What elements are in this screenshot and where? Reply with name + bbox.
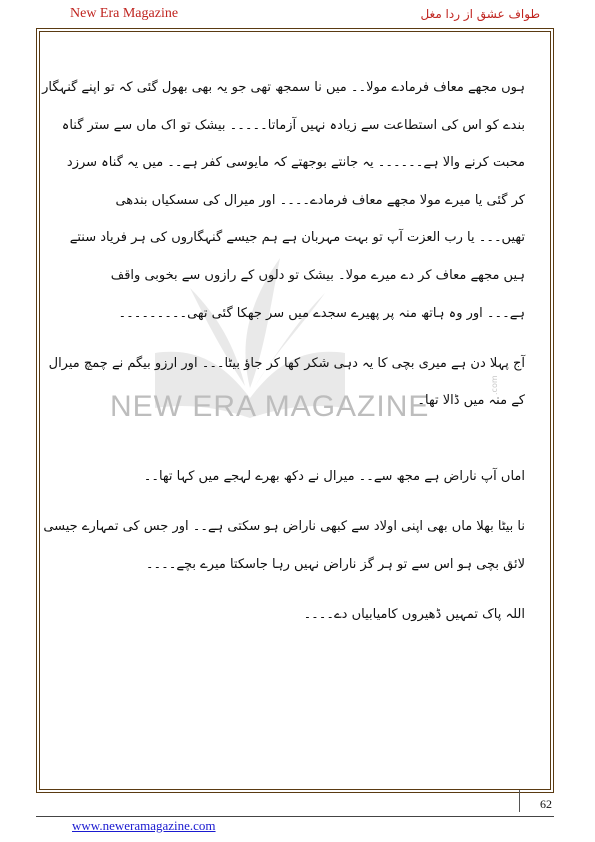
watermark-url: .com — [490, 375, 499, 395]
body-line: لائق بچی ہو اس سے تو ہر گز ناراض نہیں رہا جاسکتا میرے بچے۔۔۔۔ — [145, 557, 525, 572]
watermark-text: NEW ERA MAGAZINE — [110, 390, 430, 423]
body-line: ہے۔۔۔ اور وہ ہاتھ منہ پر پھیرے سجدے میں سر جھکا گئی تھی۔۔۔۔۔۔۔۔۔ — [118, 306, 525, 321]
magazine-name: New Era Magazine — [70, 6, 179, 21]
body-line: ہوں مجھے معاف فرمادے مولا۔۔ میں نا سمجھ تھی جو یہ بھی بھول گئی کہ تو اپنے گنہگار — [42, 80, 525, 95]
novel-title: طواف عشق از ردا مغل — [420, 7, 540, 21]
body-line: تھیں۔۔۔ یا رب العزت آپ تو بہت مہربان ہے ہم جیسے گنہگاروں کی ہر فریاد سنتے — [69, 230, 525, 245]
body-line: آج پہلا دن ہے میری بچی کا یہ دہی شکر کھا کر جاؤ بیٹا۔۔۔ اور ارزو بیگم نے چمچ میرال — [48, 356, 525, 371]
footer-divider — [36, 816, 554, 817]
body-line: کے منہ میں ڈالا تھا۔ — [417, 393, 525, 408]
body-line: نا بیٹا بھلا ماں بھی اپنی اولاد سے کبھی ناراض ہو سکتی ہے۔۔ اور جس کی تمہارے جیسی — [43, 519, 525, 534]
body-line: اللہ پاک تمہیں ڈھیروں کامیابیاں دے۔۔۔۔ — [303, 607, 525, 622]
page-number-box — [519, 790, 555, 812]
page-header — [70, 6, 540, 26]
body-line: اماں آپ ناراض ہے مجھ سے۔۔ میرال نے دکھ بھرے لہجے میں کہا تھا۔۔ — [143, 469, 525, 484]
body-line: بندے کو اس کی استطاعت سے زیادہ نہیں آزماتا۔۔۔۔۔ بیشک تو اک ماں سے ستر گناہ — [61, 118, 525, 133]
page-number: 62 — [540, 797, 552, 811]
body-line: کر گئی یا میرے مولا مجھے معاف فرمادے۔۔۔۔ اور میرال کی سسکیاں بندھی — [115, 193, 525, 208]
footer-website-link[interactable]: www.neweramagazine.com — [72, 818, 216, 833]
body-line: ہیں مجھے معاف کر دے میرے مولا۔ بیشک تو دلوں کے رازوں سے بخوبی واقف — [110, 268, 525, 283]
body-line: محبت کرنے والا ہے۔۔۔۔۔۔ یہ جانتے بوجھتے کہ مایوسی کفر ہے۔۔ میں یہ گناہ سرزد — [66, 155, 525, 170]
